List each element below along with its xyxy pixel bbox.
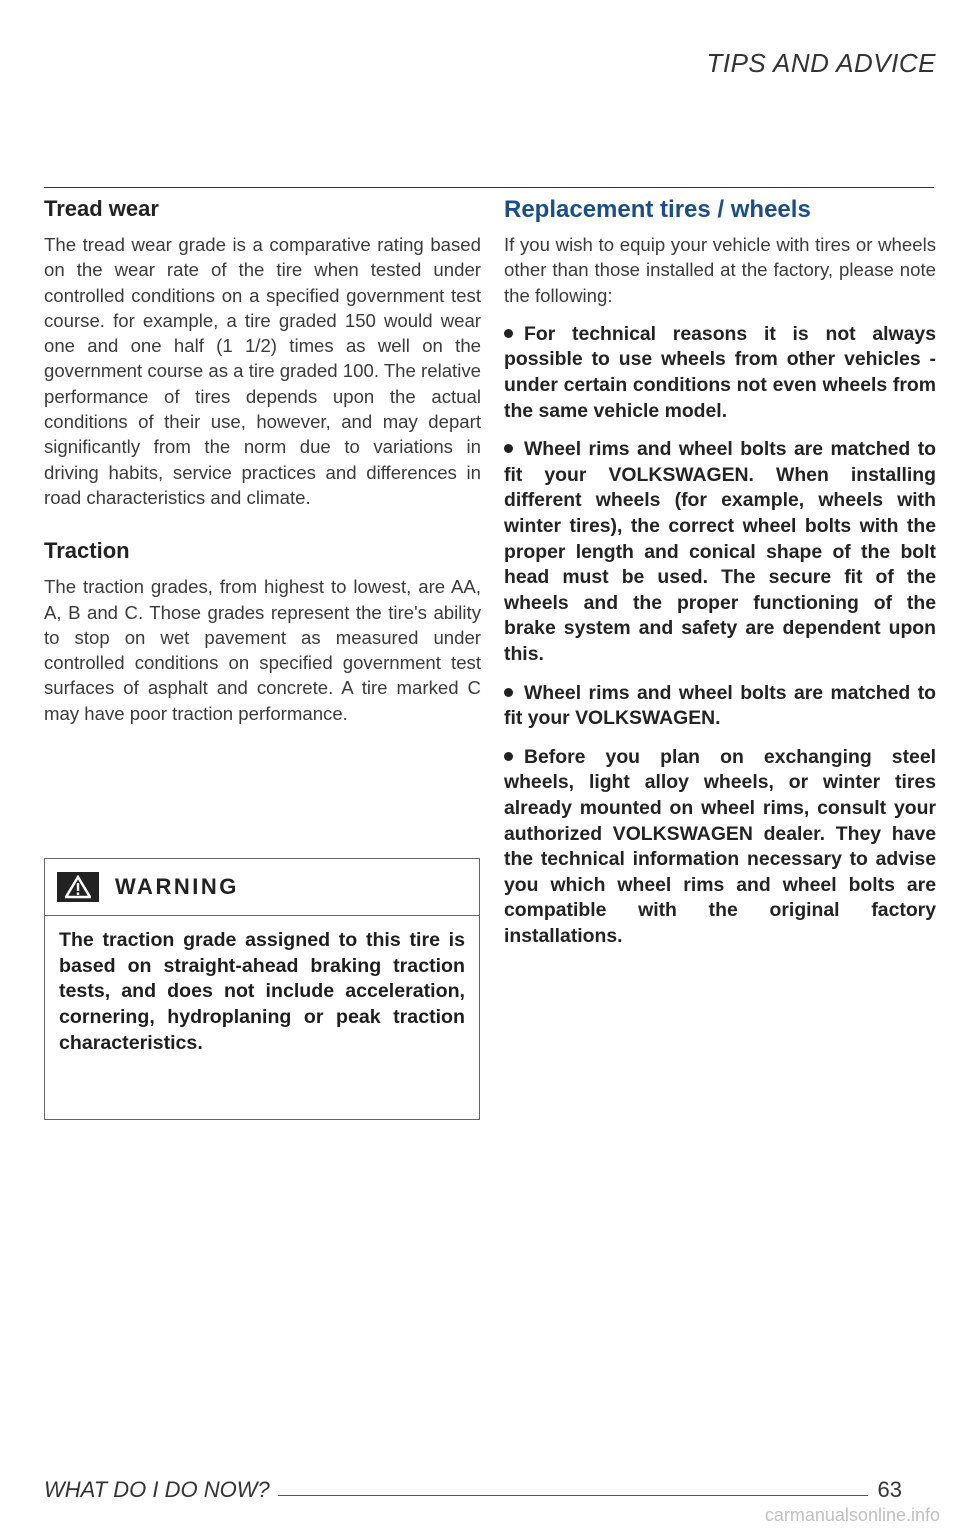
traction-text: The traction grades, from highest to lowest, are AA, A, B and C. Those grades represent the tire's ability to stop on wet pavement as measured under controlled conditions on specified government test surfaces of asphalt and concrete. A tire marked C may have poor traction performance. — [44, 576, 481, 724]
list-item — [504, 745, 936, 950]
replacement-intro: If you wish to equip your vehicle with tires or wheels other than those installed at the factory, please note the following: — [504, 234, 936, 306]
watermark: carmanualsonline.info — [764, 1505, 940, 1525]
right-column — [504, 196, 936, 963]
page-number: 63 — [877, 1477, 902, 1502]
replacement-heading: Replacement tires / wheels — [504, 196, 811, 223]
left-column — [44, 196, 481, 726]
page-footer — [44, 1474, 902, 1506]
bullet-text: Wheel rims and wheel bolts are matched to fit your VOLKSWAGEN. When installing different wheels (for example, wheels with winter tires), the correct wheel bolts with the proper length and conical shape of the bolt head must be used. The secure fit of the wheels and the proper functioning of the brake system and safety are dependent upon this. — [504, 438, 936, 666]
list-item — [504, 437, 936, 667]
traction-section — [44, 538, 481, 726]
bullet-icon — [504, 444, 513, 453]
tread-wear-section — [44, 196, 481, 510]
bullet-text: For technical reasons it is not always possible to use wheels from other vehicles - under certain conditions not even wheels from the same vehicle model. — [504, 322, 936, 422]
bullet-icon — [504, 688, 513, 697]
bullet-text: Wheel rims and wheel bolts are matched to fit your VOLKSWAGEN. — [504, 681, 936, 730]
header-divider — [44, 187, 934, 188]
warning-header — [45, 859, 479, 916]
bullet-text: Before you plan on exchanging steel wheels, light alloy wheels, or winter tires already mounted on wheel rims, consult your authorized VOLKSWAGEN dealer. They have the technical information necessary to advise you which wheel rims and wheel bolts are compatible with the original factory installations. — [504, 745, 936, 947]
list-item — [504, 322, 936, 424]
tread-wear-text: The tread wear grade is a comparative rating based on the wear rate of the tire when tested under controlled conditions on a specified government test course. for example, a tire graded 150 would wear one and one half (1 1/2) times as well on the government course as a tire graded 100. The relative performance of tires depends upon the actual conditions of their use, however, and may depart significantly from the norm due to variations in driving habits, service practices and differences in road characteristics and climate. — [44, 234, 481, 508]
replacement-bullet-list — [504, 322, 936, 950]
warning-text: The traction grade assigned to this tire is based on straight-ahead braking traction tests, and does not include acceleration, cornering, hydroplaning or peak traction characteristics. — [59, 929, 465, 1054]
list-item — [504, 681, 936, 732]
warning-box — [44, 858, 480, 1120]
bullet-icon — [504, 752, 513, 761]
tread-wear-heading: Tread wear — [44, 196, 159, 221]
running-header: TIPS AND ADVICE — [706, 48, 936, 78]
warning-triangle-icon — [57, 872, 99, 902]
bullet-icon — [504, 329, 513, 338]
traction-heading: Traction — [44, 538, 130, 564]
warning-title: WARNING — [115, 874, 239, 899]
chapter-title: WHAT DO I DO NOW? — [44, 1477, 270, 1502]
footer-divider — [278, 1495, 868, 1496]
